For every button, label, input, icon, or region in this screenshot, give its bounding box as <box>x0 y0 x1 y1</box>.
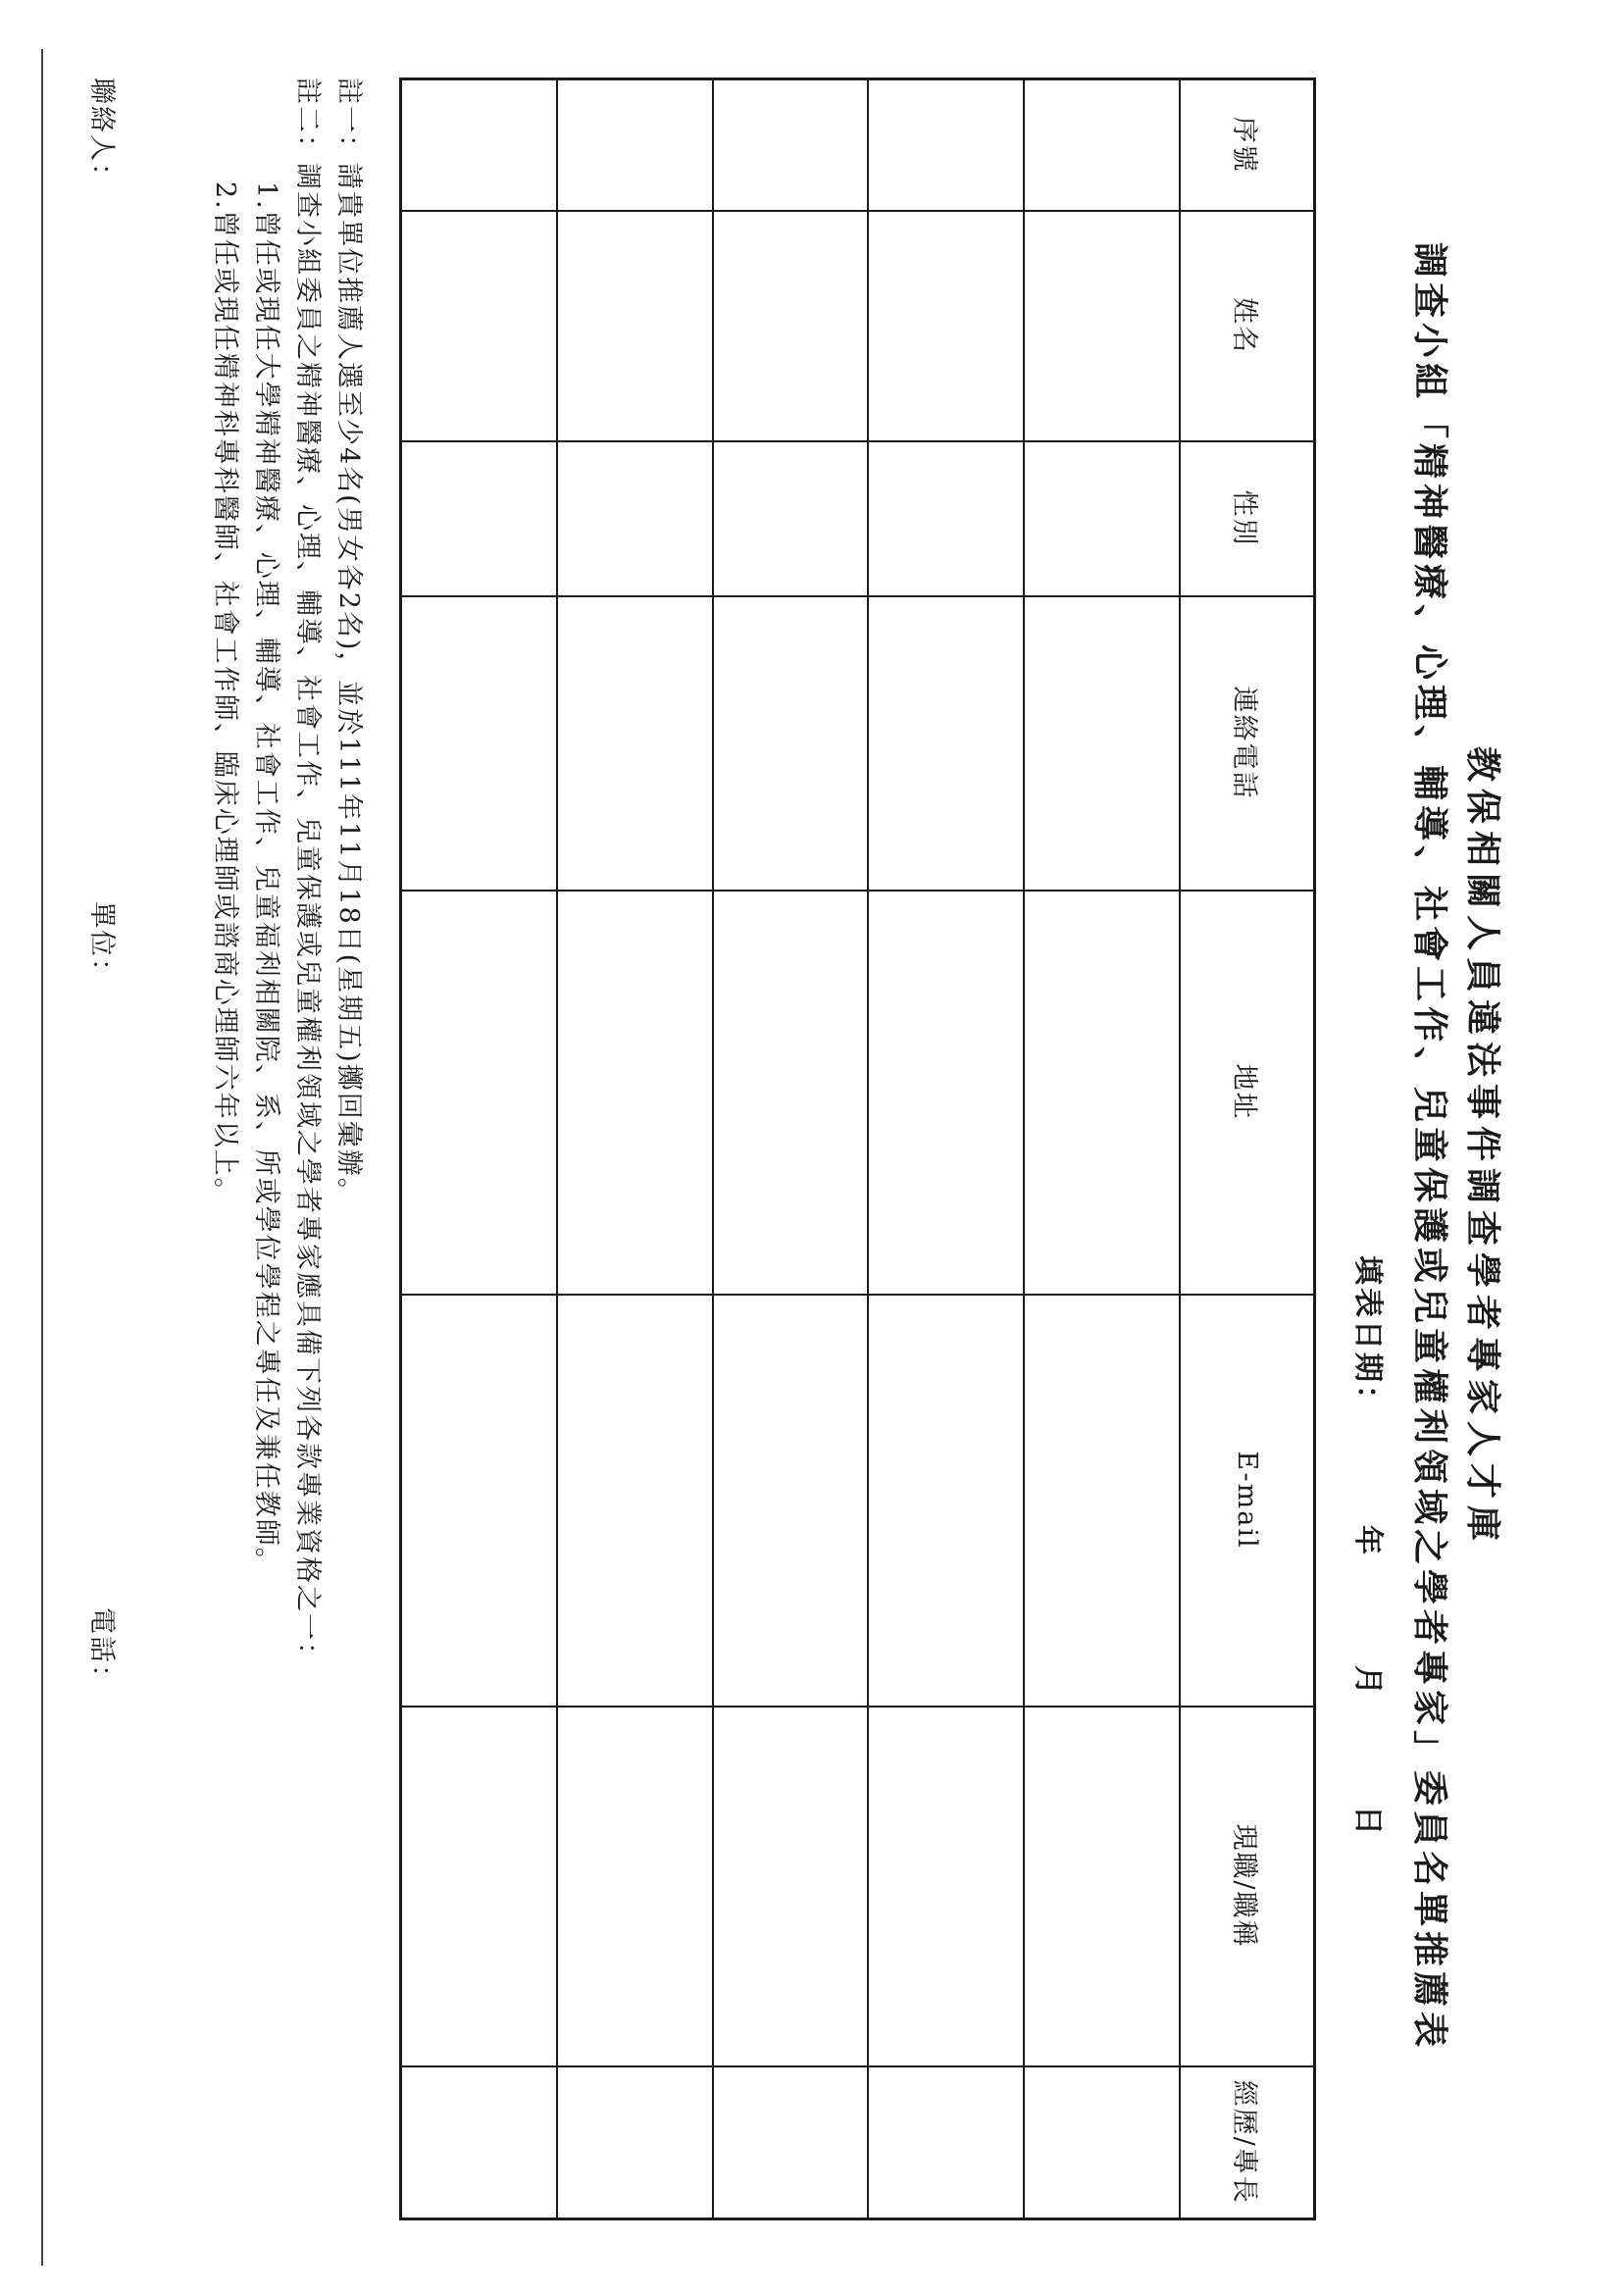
table-cell[interactable] <box>868 1707 1024 2066</box>
notes-section <box>204 77 369 2216</box>
table-cell[interactable] <box>557 891 713 1295</box>
table-cell[interactable] <box>1024 441 1180 596</box>
table-cell[interactable] <box>713 2066 869 2219</box>
table-cell[interactable] <box>1024 596 1180 891</box>
fill-date-day: 日 <box>1350 1806 1385 1838</box>
header-position: 現職/職稱 <box>1180 1707 1315 2066</box>
table-header-row <box>1180 79 1315 2219</box>
table-cell[interactable] <box>868 596 1024 891</box>
table-cell[interactable] <box>401 2066 557 2219</box>
table-cell[interactable] <box>401 1295 557 1707</box>
header-phone: 連絡電話 <box>1180 596 1315 891</box>
table-cell[interactable] <box>868 891 1024 1295</box>
header-name: 姓名 <box>1180 211 1315 441</box>
table-cell[interactable] <box>713 596 869 891</box>
header-experience: 經歷/專長 <box>1180 2066 1315 2219</box>
table-cell[interactable] <box>557 79 713 211</box>
header-gender: 性別 <box>1180 441 1315 596</box>
header-address: 地址 <box>1180 891 1315 1295</box>
table-cell[interactable] <box>401 441 557 596</box>
table-row <box>868 79 1024 2219</box>
table-cell[interactable] <box>401 211 557 441</box>
note-two: 註二：調查小組委員之精神醫療、心理、輔導、社會工作、兒童保護或兒童權利領域之學者專家應具備下列各款專業資格之一： <box>292 77 323 1670</box>
table-cell[interactable] <box>1024 79 1180 211</box>
bottom-rule <box>41 49 43 2266</box>
nomination-table <box>399 77 1316 2220</box>
table-cell[interactable] <box>1024 211 1180 441</box>
table-cell[interactable] <box>557 1295 713 1707</box>
table-row <box>401 79 557 2219</box>
table-cell[interactable] <box>713 211 869 441</box>
contact-unit-label: 單位： <box>86 901 117 987</box>
fill-date-year: 年 <box>1350 1525 1385 1557</box>
table-cell[interactable] <box>868 211 1024 441</box>
fill-date-month: 月 <box>1350 1665 1385 1698</box>
table-cell[interactable] <box>868 441 1024 596</box>
table-cell[interactable] <box>868 79 1024 211</box>
table-cell[interactable] <box>401 891 557 1295</box>
table-cell[interactable] <box>1024 1295 1180 1707</box>
table-cell[interactable] <box>1024 2066 1180 2219</box>
header-serial: 序號 <box>1180 79 1315 211</box>
fill-date-label: 填表日期： <box>1350 1255 1385 1417</box>
table-row <box>1024 79 1180 2219</box>
table-row <box>713 79 869 2219</box>
table-cell[interactable] <box>557 596 713 891</box>
table-cell[interactable] <box>1024 891 1180 1295</box>
table-cell[interactable] <box>713 441 869 596</box>
note-two-item-1: 1.曾任或現任大學精神醫療、心理、輔導、社會工作、兒童福利相關院、系、所或學位學程之專任及兼任教師。 <box>251 181 281 1576</box>
page-subtitle: 調查小組「精神醫療、心理、輔導、社會工作、兒童保護或兒童權利領域之學者專家」委員名單推薦表 <box>1409 241 1450 2052</box>
page-title: 教保相關人員違法事件調查學者專家人才庫 <box>1462 745 1503 1548</box>
table-cell[interactable] <box>557 1707 713 2066</box>
table-cell[interactable] <box>401 596 557 891</box>
header-email: E-mail <box>1180 1295 1315 1707</box>
table-cell[interactable] <box>868 1295 1024 1707</box>
table-cell[interactable] <box>557 441 713 596</box>
table-row <box>557 79 713 2219</box>
note-one: 註一：請貴單位推薦人選至少4名(男女各2名)，並於111年11月18日(星期五)擲回彙辦。 <box>333 77 364 1206</box>
contact-phone-label: 電話： <box>86 1607 117 1693</box>
table-cell[interactable] <box>1024 1707 1180 2066</box>
table-cell[interactable] <box>713 1295 869 1707</box>
fill-date <box>1349 1255 1393 1838</box>
table-cell[interactable] <box>401 79 557 211</box>
table-cell[interactable] <box>868 2066 1024 2219</box>
table-cell[interactable] <box>557 2066 713 2219</box>
note-two-item-2: 2.曾任或現任精神科專科醫師、社會工作師、臨床心理師或諮商心理師六年以上。 <box>210 181 240 1206</box>
table-cell[interactable] <box>713 891 869 1295</box>
contact-person-label: 聯絡人： <box>86 77 117 191</box>
table-cell[interactable] <box>713 79 869 211</box>
table-cell[interactable] <box>401 1707 557 2066</box>
table-cell[interactable] <box>713 1707 869 2066</box>
table-cell[interactable] <box>557 211 713 441</box>
